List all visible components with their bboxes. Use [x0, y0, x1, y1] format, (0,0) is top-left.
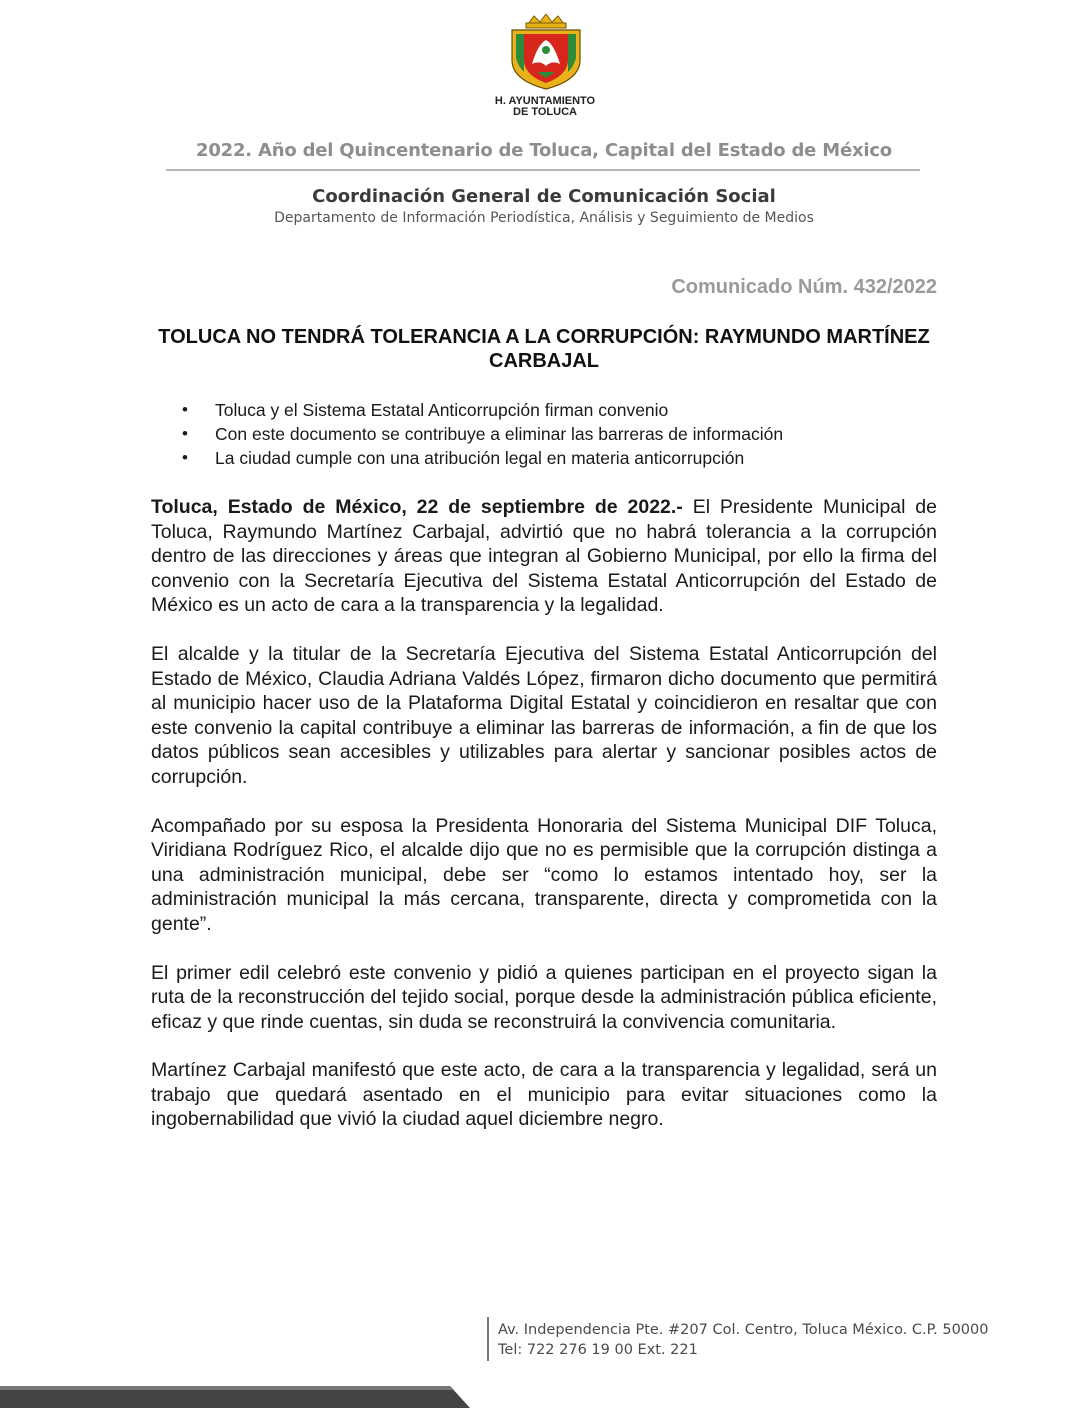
- bullet-icon: •: [182, 448, 188, 467]
- bullet-text: Toluca y el Sistema Estatal Anticorrupción firman convenio: [215, 400, 669, 420]
- footer-stripe: [0, 1386, 470, 1408]
- logo-caption-line2: DE TOLUCA: [513, 106, 577, 118]
- logo-caption: [470, 96, 620, 118]
- list-item: [152, 398, 938, 422]
- footer-address: Av. Independencia Pte. #207 Col. Centro, Toluca México. C.P. 50000: [498, 1322, 989, 1338]
- header-divider: [166, 169, 920, 171]
- footer-phone: Tel: 722 276 19 00 Ext. 221: [498, 1342, 698, 1358]
- list-item: [152, 446, 938, 470]
- coordination-title: Coordinación General de Comunicación Social: [312, 186, 776, 207]
- paragraph-5: Martínez Carbajal manifestó que este acto, de cara a la transparencia y legalidad, será un trabajo que quedará asentado en el municipio para evitar situaciones como la ingobernabilidad que vivió la ciudad aquel diciembre negro.: [151, 1059, 937, 1131]
- department-subtitle: Departamento de Información Periodística, Análisis y Seguimiento de Medios: [274, 210, 814, 226]
- article-body: [151, 495, 937, 1156]
- paragraph-2: El alcalde y la titular de la Secretaría Ejecutiva del Sistema Estatal Anticorrupción del Estado de México, Claudia Adriana Valdés López, firmaron dicho documento que permitirá al municipio hacer uso de la Plataforma Digital Estatal y coincidieron en resaltar que con este convenio la capital contribuye a eliminar las barreras de información, a fin de que los datos públicos sean accesibles y utilizables para alertar y sancionar posibles actos de corrupción.: [151, 642, 937, 788]
- bullet-text: La ciudad cumple con una atribución legal en materia anticorrupción: [215, 448, 745, 468]
- dateline: Toluca, Estado de México, 22 de septiembre de 2022.-: [151, 496, 683, 518]
- toluca-coat-of-arms-logo: [504, 14, 588, 90]
- logo-caption-line1: H. AYUNTAMIENTO: [494, 95, 596, 107]
- paragraph-1-text: El Presidente Municipal de Toluca, Raymundo Martínez Carbajal, advirtió que no habrá tolerancia a la corrupción dentro de las direcciones y áreas que integran al Gobierno Municipal, por ello la firma del convenio con la Secretaría Ejecutiva del Sistema Estatal Anticorrupción del Estado de México es un acto de cara a la transparencia y la legalidad.: [151, 496, 937, 617]
- paragraph-4: El primer edil celebró este convenio y pidió a quienes participan en el proyecto sigan la ruta de la reconstrucción del tejido social, porque desde la administración pública eficiente, eficaz y que rinde cuentas, sin duda se reconstruirá la convivencia comunitaria.: [151, 961, 937, 1033]
- release-number: Comunicado Núm. 432/2022: [671, 276, 937, 298]
- bullet-icon: •: [182, 400, 188, 419]
- paragraph-3: Acompañado por su esposa la Presidenta Honoraria del Sistema Municipal DIF Toluca, Viridiana Rodríguez Rico, el alcalde dijo que no es permisible que la corrupción distinga a una administración municipal, debe ser “como lo estamos intentado hoy, ser la administración municipal la más cercana, transparente, directa y comprometida con la gente”.: [151, 814, 937, 935]
- footer-contact: [498, 1320, 988, 1360]
- footer-divider: [487, 1317, 489, 1361]
- headline: TOLUCA NO TENDRÁ TOLERANCIA A LA CORRUPCIÓN: RAYMUNDO MARTÍNEZ CARBAJAL: [158, 326, 930, 372]
- paragraph-1: [151, 495, 937, 618]
- bullet-list: [152, 398, 938, 470]
- list-item: [152, 422, 938, 446]
- bullet-text: Con este documento se contribuye a eliminar las barreras de información: [215, 424, 784, 444]
- year-motto: 2022. Año del Quincentenario de Toluca, Capital del Estado de México: [196, 140, 892, 161]
- bullet-icon: •: [182, 424, 188, 443]
